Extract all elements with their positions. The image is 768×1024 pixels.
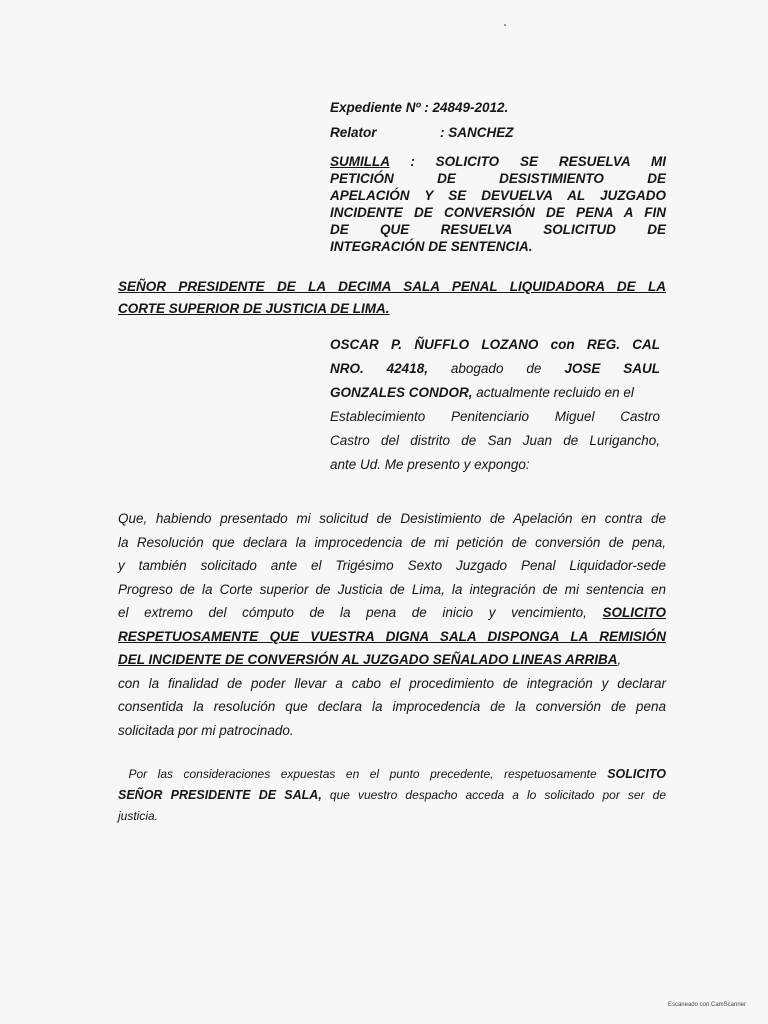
sumilla-line: INTEGRACIÓN DE SENTENCIA. <box>330 239 533 254</box>
body-line: la Resolución que declara la improcedencia de mi petición de conversión de pena, <box>118 534 666 550</box>
body-line: Por las consideraciones expuestas en el punto precedente, respetuosamente SOLICITO <box>128 767 666 781</box>
body-line: Que, habiendo presentado mi solicitud de Desistimiento de Apelación en contra de <box>118 511 666 526</box>
body-line: DEL INCIDENTE DE CONVERSIÓN AL JUZGADO SEÑALADO LINEAS ARRIBA, <box>118 652 622 667</box>
addressee-line: CORTE SUPERIOR DE JUSTICIA DE LIMA. <box>118 301 390 316</box>
body-paragraph-1 <box>118 507 666 742</box>
sumilla-block <box>330 153 666 255</box>
sumilla-line: APELACIÓN Y SE DEVUELVA AL JUZGADO <box>330 188 666 203</box>
presenter-line: Castro del distrito de San Juan de Lurigancho, <box>330 433 660 448</box>
body-line: SEÑOR PRESIDENTE DE SALA, que vuestro despacho acceda a lo solicitado por ser de <box>118 788 666 802</box>
scan-speck <box>504 24 506 26</box>
relator-label: Relator <box>330 125 377 140</box>
sumilla-line: SUMILLA : SOLICITO SE RESUELVA MI <box>330 154 666 169</box>
relator-value: : SANCHEZ <box>440 125 514 140</box>
body-line: consentida la resolución que declara la improcedencia de la conversión de pena <box>118 699 666 714</box>
presenter-line: OSCAR P. ÑUFFLO LOZANO con REG. CAL <box>330 337 660 352</box>
body-line: RESPETUOSAMENTE QUE VUESTRA DIGNA SALA DISPONGA LA REMISIÓN <box>118 628 666 644</box>
body-line: justicia. <box>118 809 159 823</box>
sumilla-label: SUMILLA <box>330 154 390 169</box>
presenter-line: GONZALES CONDOR, actualmente recluido en el <box>330 385 634 400</box>
addressee-line: SEÑOR PRESIDENTE DE LA DECIMA SALA PENAL LIQUIDADORA DE LA <box>118 279 666 294</box>
sumilla-line: PETICIÓN DE DESISTIMIENTO DE <box>330 171 666 186</box>
presenter-line: ante Ud. Me presento y expongo: <box>330 457 530 472</box>
relator-line <box>330 124 666 149</box>
sumilla-line: DE QUE RESUELVA SOLICITUD DE <box>330 222 666 237</box>
case-header <box>330 99 666 149</box>
body-line: Progreso de la Corte superior de Justicia de Lima, la integración de mi sentencia en <box>118 581 666 597</box>
body-line: el extremo del cómputo de la pena de inicio y vencimiento, SOLICITO <box>118 605 666 620</box>
presenter-block <box>330 333 660 477</box>
addressee <box>118 276 666 320</box>
expediente-line: Expediente Nº : 24849-2012. <box>330 100 509 115</box>
presenter-line: Establecimiento Penitenciario Miguel Castro <box>330 409 660 424</box>
body-line: con la finalidad de poder llevar a cabo el procedimiento de integración y declarar <box>118 675 666 691</box>
body-paragraph-2 <box>118 764 666 827</box>
body-line: y también solicitado ante el Trigésimo Sexto Juzgado Penal Liquidador-sede <box>118 558 666 573</box>
body-line: solicitada por mi patrocinado. <box>118 722 294 738</box>
scanner-watermark: Escaneado con CamScanner <box>667 1002 746 1008</box>
sumilla-line: INCIDENTE DE CONVERSIÓN DE PENA A FIN <box>330 205 666 220</box>
presenter-line: NRO. 42418, abogado de JOSE SAUL <box>330 361 660 376</box>
